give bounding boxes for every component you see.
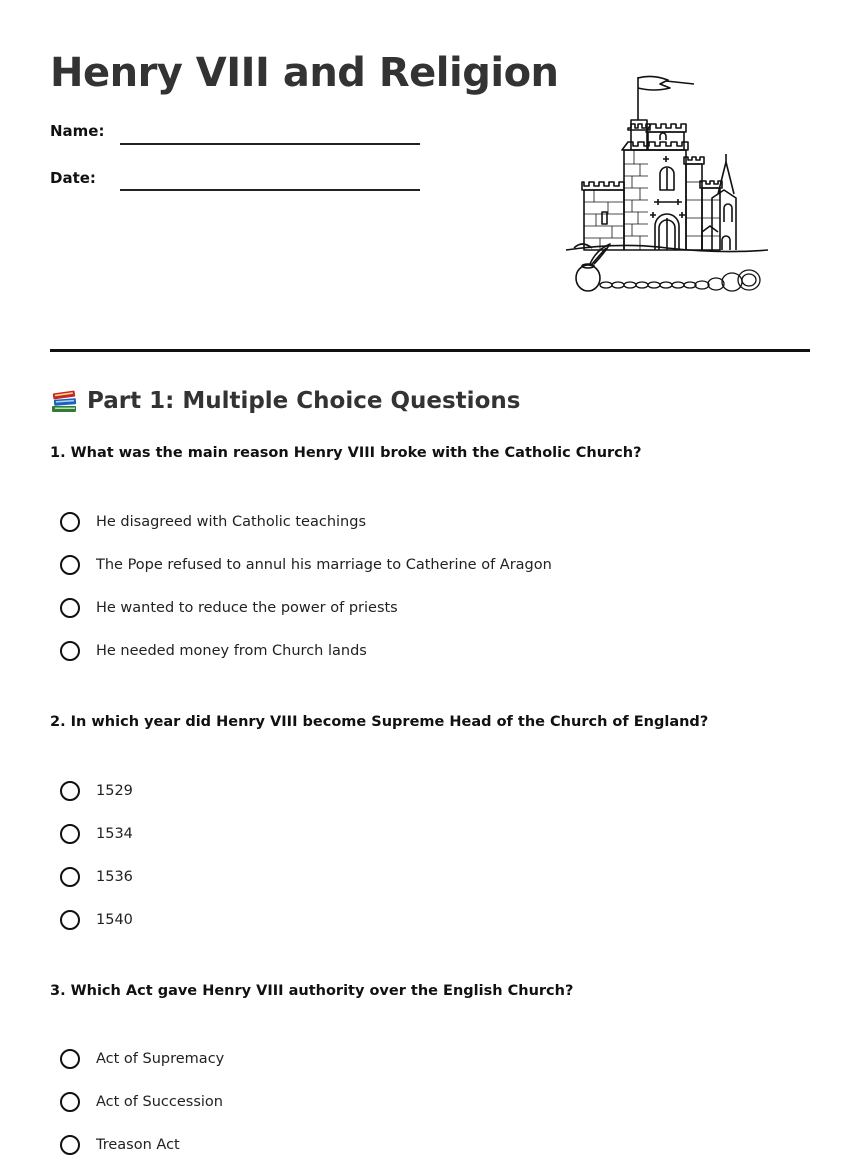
- radio-button[interactable]: [60, 512, 80, 532]
- radio-button[interactable]: [60, 824, 80, 844]
- q3-option-2[interactable]: [60, 1089, 223, 1115]
- q2-option-3[interactable]: [60, 864, 133, 890]
- option-label: The Pope refused to annul his marriage to Catherine of Aragon: [96, 557, 552, 573]
- q1-option-3[interactable]: [60, 595, 398, 621]
- option-label: 1529: [96, 783, 133, 799]
- books-icon: [50, 388, 78, 414]
- option-label: Act of Succession: [96, 1094, 223, 1110]
- date-label: Date:: [50, 169, 96, 187]
- page-title: Henry VIII and Religion: [50, 50, 559, 96]
- part1-title: Part 1: Multiple Choice Questions: [87, 388, 521, 414]
- question-2: 2. In which year did Henry VIII become Supreme Head of the Church of England?: [50, 714, 709, 730]
- radio-button[interactable]: [60, 598, 80, 618]
- q3-option-1[interactable]: [60, 1046, 224, 1072]
- radio-button[interactable]: [60, 1135, 80, 1155]
- q2-option-1[interactable]: [60, 778, 133, 804]
- option-label: He disagreed with Catholic teachings: [96, 514, 367, 530]
- name-field[interactable]: [120, 143, 420, 145]
- header-divider: [50, 349, 810, 352]
- q2-option-2[interactable]: [60, 821, 133, 847]
- date-field[interactable]: [120, 189, 420, 191]
- option-label: 1540: [96, 912, 133, 928]
- q1-option-4[interactable]: [60, 638, 367, 664]
- radio-button[interactable]: [60, 555, 80, 575]
- radio-button[interactable]: [60, 910, 80, 930]
- radio-button[interactable]: [60, 1049, 80, 1069]
- q1-option-2[interactable]: [60, 552, 552, 578]
- radio-button[interactable]: [60, 867, 80, 887]
- question-3: 3. Which Act gave Henry VIII authority over the English Church?: [50, 983, 574, 999]
- radio-button[interactable]: [60, 641, 80, 661]
- q1-option-1[interactable]: [60, 509, 366, 535]
- radio-button[interactable]: [60, 781, 80, 801]
- option-label: 1534: [96, 826, 133, 842]
- q3-option-3[interactable]: [60, 1132, 180, 1158]
- option-label: Act of Supremacy: [96, 1051, 225, 1067]
- option-label: He needed money from Church lands: [96, 643, 367, 659]
- option-label: 1536: [96, 869, 133, 885]
- option-label: He wanted to reduce the power of priests: [96, 600, 398, 616]
- question-1: 1. What was the main reason Henry VIII broke with the Catholic Church?: [50, 445, 642, 461]
- radio-button[interactable]: [60, 1092, 80, 1112]
- castle-illustration: [562, 72, 772, 302]
- q2-option-4[interactable]: [60, 907, 133, 933]
- part1-heading: [50, 388, 520, 414]
- option-label: Treason Act: [96, 1137, 180, 1153]
- name-label: Name:: [50, 122, 105, 140]
